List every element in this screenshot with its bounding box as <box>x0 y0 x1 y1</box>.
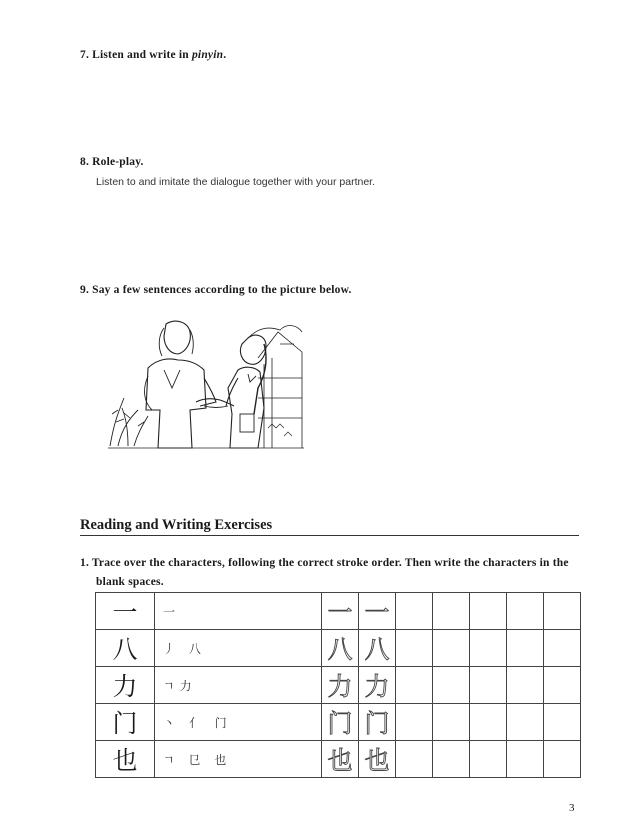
blank-cell[interactable] <box>433 704 470 741</box>
blank-cell[interactable] <box>544 667 581 704</box>
blank-cell[interactable] <box>544 704 581 741</box>
blank-cell[interactable] <box>470 593 507 630</box>
stroke-order: 一 <box>155 593 322 630</box>
exercise-1-text-line2: blank spaces. <box>96 576 164 588</box>
blank-cell[interactable] <box>396 741 433 778</box>
blank-cell[interactable] <box>507 593 544 630</box>
section-title: Reading and Writing Exercises <box>80 517 273 533</box>
stroke-order: 丿 八 <box>155 630 322 667</box>
question-9 <box>80 284 352 296</box>
exercise-1 <box>80 557 600 569</box>
blank-cell[interactable] <box>396 593 433 630</box>
question-8-number: 8. <box>80 156 90 168</box>
handshake-illustration-icon <box>108 318 304 452</box>
exercise-1-text: Trace over the characters, following the correct stroke order. Then write the characters in the <box>91 557 569 569</box>
blank-cell[interactable] <box>433 630 470 667</box>
question-7-text: Listen and write in <box>92 49 189 61</box>
blank-cell[interactable] <box>433 741 470 778</box>
question-7-end: . <box>223 49 227 61</box>
model-character: 力 <box>96 667 155 704</box>
blank-cell[interactable] <box>470 667 507 704</box>
trace-character[interactable]: 一 <box>322 593 359 630</box>
grid-row <box>96 630 581 667</box>
question-7 <box>80 49 226 61</box>
blank-cell[interactable] <box>470 704 507 741</box>
grid-row <box>96 741 581 778</box>
model-character: 门 <box>96 704 155 741</box>
blank-cell[interactable] <box>544 593 581 630</box>
trace-character[interactable]: 八 <box>322 630 359 667</box>
blank-cell[interactable] <box>433 667 470 704</box>
page-number: 3 <box>569 802 575 814</box>
section-divider <box>80 535 579 536</box>
trace-character[interactable]: 也 <box>359 741 396 778</box>
trace-character[interactable]: 一 <box>359 593 396 630</box>
stroke-order: ㄱ力 <box>155 667 322 704</box>
blank-cell[interactable] <box>433 593 470 630</box>
trace-character[interactable]: 也 <box>322 741 359 778</box>
question-8-instruction: Listen to and imitate the dialogue together with your partner. <box>96 176 376 188</box>
question-8 <box>80 156 144 168</box>
blank-cell[interactable] <box>507 630 544 667</box>
model-character: 也 <box>96 741 155 778</box>
model-character: 一 <box>96 593 155 630</box>
blank-cell[interactable] <box>544 741 581 778</box>
trace-character[interactable]: 门 <box>359 704 396 741</box>
stroke-order: 丶 亻 门 <box>155 704 322 741</box>
trace-character[interactable]: 力 <box>359 667 396 704</box>
blank-cell[interactable] <box>507 741 544 778</box>
stroke-order: ㄱ 㔾 也 <box>155 741 322 778</box>
question-7-number: 7. <box>80 49 90 61</box>
grid-row <box>96 667 581 704</box>
question-7-italic: pinyin <box>191 49 224 61</box>
blank-cell[interactable] <box>396 704 433 741</box>
exercise-1-number: 1. <box>80 557 90 569</box>
grid-row <box>96 704 581 741</box>
blank-cell[interactable] <box>396 630 433 667</box>
trace-character[interactable]: 力 <box>322 667 359 704</box>
question-8-text: Role-play. <box>92 156 144 168</box>
blank-cell[interactable] <box>396 667 433 704</box>
blank-cell[interactable] <box>507 704 544 741</box>
trace-character[interactable]: 八 <box>359 630 396 667</box>
question-9-number: 9. <box>80 284 90 296</box>
blank-cell[interactable] <box>544 630 581 667</box>
trace-character[interactable]: 门 <box>322 704 359 741</box>
question-9-text: Say a few sentences according to the picture below. <box>92 284 352 296</box>
blank-cell[interactable] <box>470 630 507 667</box>
blank-cell[interactable] <box>470 741 507 778</box>
blank-cell[interactable] <box>507 667 544 704</box>
character-practice-grid <box>95 592 581 778</box>
model-character: 八 <box>96 630 155 667</box>
grid-row <box>96 593 581 630</box>
